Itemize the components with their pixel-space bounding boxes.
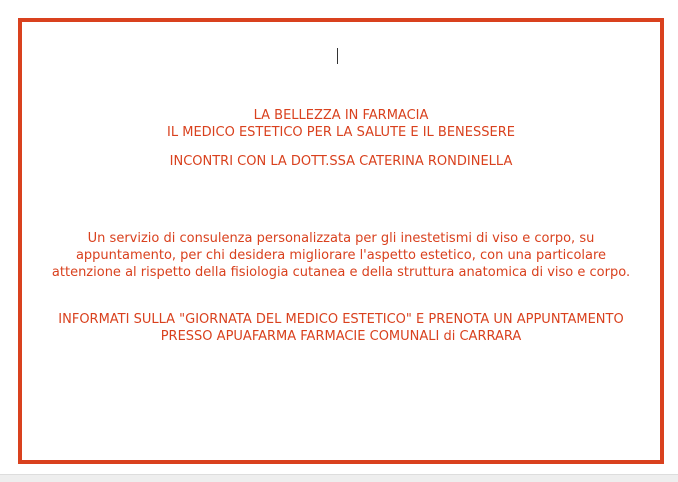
heading-line-2: IL MEDICO ESTETICO PER LA SALUTE E IL BENESSERE — [167, 125, 515, 140]
description-paragraph: Un servizio di consulenza personalizzata per gli inestetismi di viso e corpo, su appuntamento, per chi desidera migliorare l'aspetto estetico, con una particolare attenzione al rispetto della fisiologia cutanea e della struttura anatomica di viso e corpo. — [51, 231, 631, 280]
heading-line-3: INCONTRI CON LA DOTT.SSA CATERINA RONDINELLA — [169, 154, 513, 169]
text-cursor — [337, 48, 338, 64]
heading-line-1: LA BELLEZZA IN FARMACIA — [253, 108, 429, 123]
call-to-action: INFORMATI SULLA "GIORNATA DEL MEDICO ESTETICO" E PRENOTA UN APPUNTAMENTO PRESSO APUAFARMA FARMACIE COMUNALI di CARRARA — [58, 312, 624, 344]
document-frame — [18, 18, 664, 464]
bottom-scroll-area — [0, 474, 678, 482]
